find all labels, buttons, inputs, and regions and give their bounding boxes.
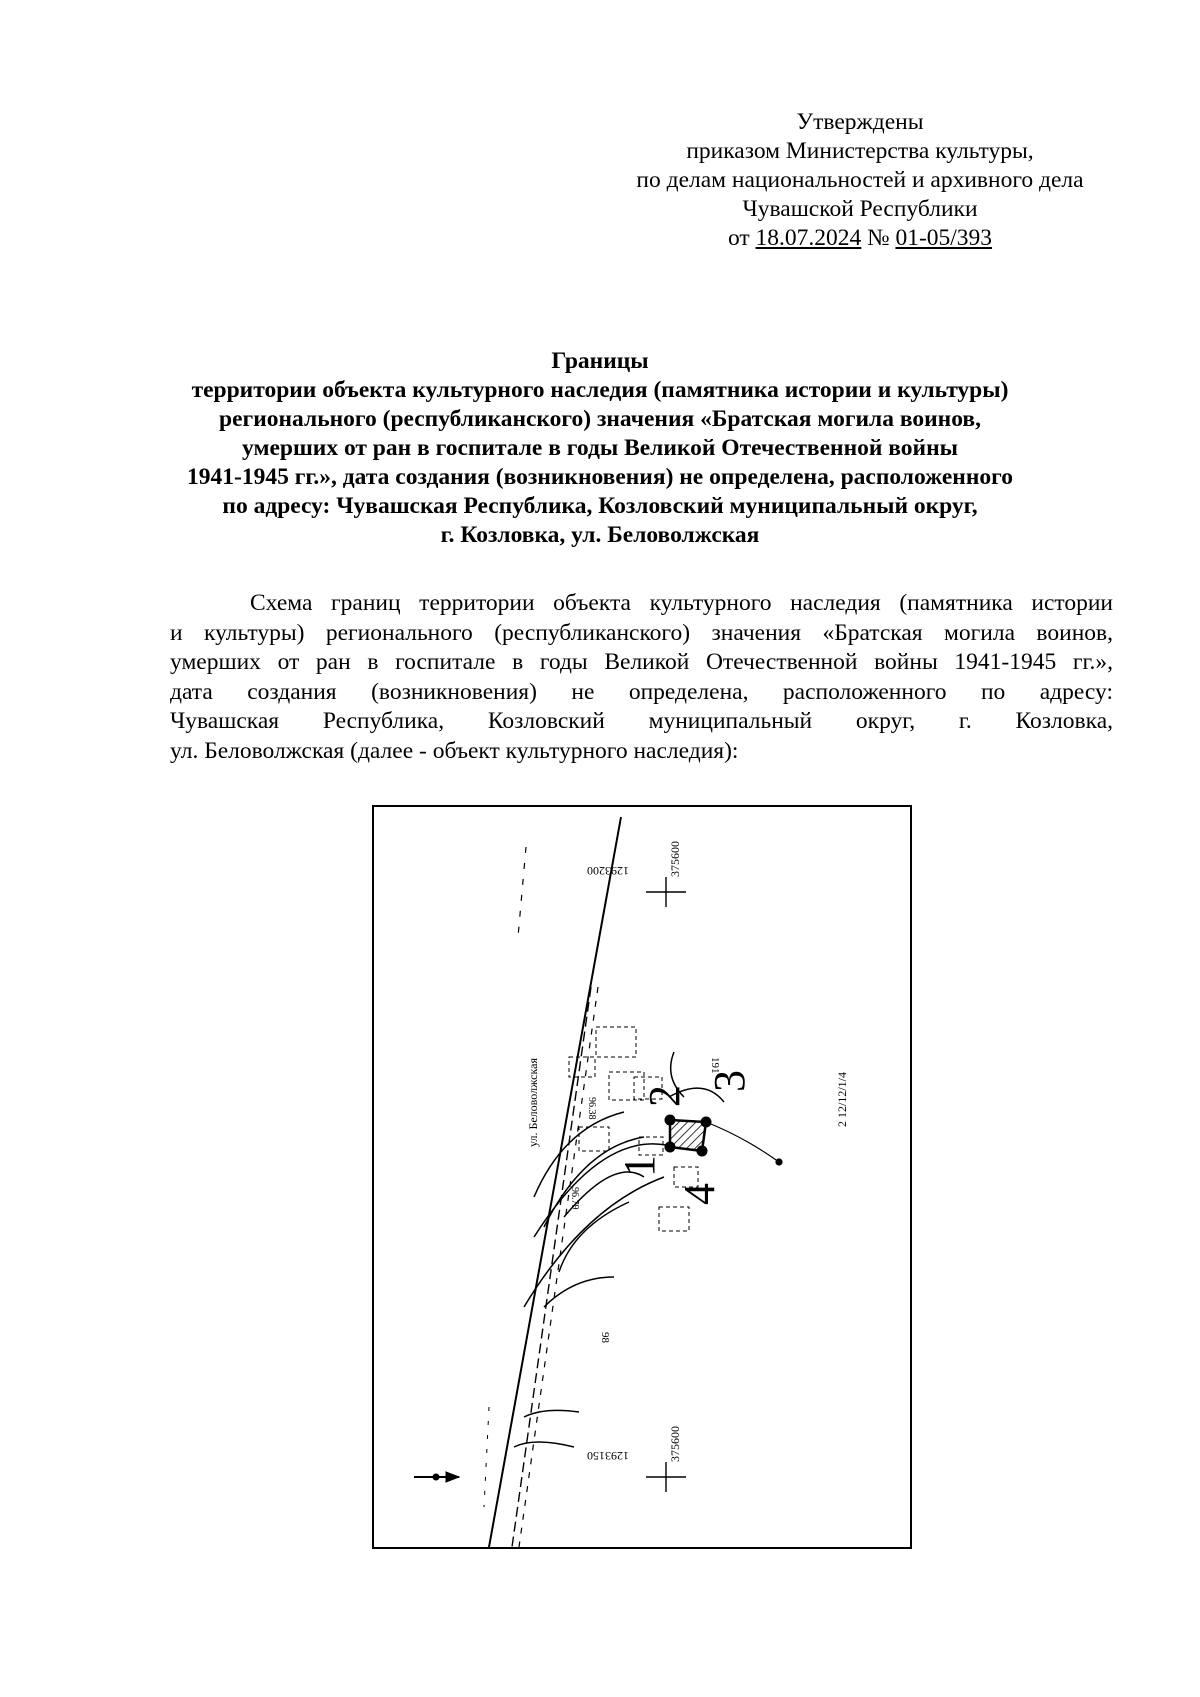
heading-line: по адресу: Чувашская Республика, Козловский муниципальный округ, [222,493,978,519]
boundary-scheme-map [372,805,912,1549]
boundary-point-2 [665,1115,676,1126]
coord-bottom-y: 375600 [668,1426,682,1462]
approval-prefix: от [727,225,756,251]
approval-order-line [600,224,1120,253]
coord-bottom-x: 1293150 [587,1449,629,1463]
heading-line: г. Козловка, ул. Беловолжская [440,522,760,548]
point-label-3: 3 [705,1070,754,1092]
heading-line: регионального (республиканского) значения «Братская могила воинов, [219,406,981,432]
side-label: 2 12/12/1/4 [835,1071,849,1127]
boundary-point-1 [665,1142,676,1153]
elevation-label: 96.79 [569,1187,580,1210]
elevation-label: 98 [599,1332,611,1343]
coord-top-x: 1293200 [587,864,629,878]
boundary-point-4 [697,1146,708,1157]
approval-number: 01-05/393 [895,225,993,251]
contour-lines [514,1052,724,1447]
elevation-label: 191 [709,1057,721,1074]
approval-line: Утверждены [796,109,924,135]
approval-number-sign: № [861,225,896,251]
coordinate-cross-bottom [646,1462,686,1492]
paragraph-line: Схема границ территории объекта культурного наследия (памятника истории [250,590,1113,616]
paragraph-line: ул. Беловолжская (далее - объект культурного наследия): [170,737,739,764]
north-arrow-icon [414,1472,459,1482]
scheme-description [170,589,1113,766]
heading-line: 1941-1945 гг.», дата создания (возникновения) не определена, расположенного [187,464,1013,490]
coordinate-cross-top [646,877,686,907]
heading-line: Границы [551,348,649,374]
leader-line [706,1122,782,1165]
heading-line: территории объекта культурного наследия (памятника истории и культуры) [191,377,1009,403]
map-drawing [374,807,910,1547]
paragraph-line: дата создания (возникновения) не определена, расположенного по адресу: [170,678,1113,705]
approval-line: приказом Министерства культуры, [686,138,1034,164]
point-label-1: 1 [615,1155,664,1177]
elevation-label: 96.38 [586,1097,597,1120]
approval-line: Чувашской Республики [742,196,978,222]
paragraph-line: и культуры) регионального (республиканского) значения «Братская могила воинов, [170,619,1113,646]
coord-top-y: 375600 [668,841,682,877]
heading-line: умерших от ран в госпитале в годы Великой Отечественной войны [242,435,958,461]
approval-line: по делам национальностей и архивного дела [636,167,1084,193]
point-label-4: 4 [675,1183,724,1205]
document-heading [130,347,1070,550]
approval-date: 18.07.2024 [755,225,862,251]
street-label: ул. Беловолжская [526,1058,540,1147]
heritage-territory [665,1115,712,1157]
paragraph-line: умерших от ран в госпитале в годы Великой Отечественной войны 1941-1945 гг.», [170,649,1113,675]
approval-block [600,108,1120,253]
paragraph-line: Чувашская Республика, Козловский муниципальный округ, г. Козловка, [170,708,1113,734]
point-label-2: 2 [640,1085,689,1107]
